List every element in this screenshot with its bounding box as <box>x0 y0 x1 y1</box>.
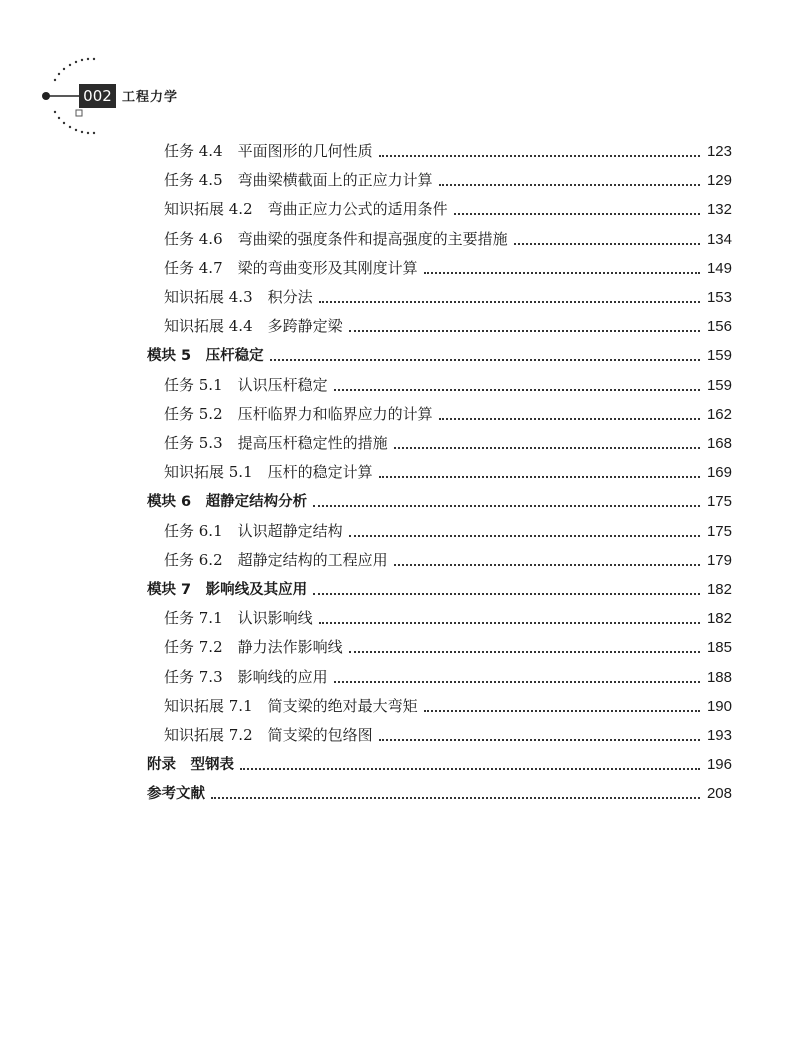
toc-page-number: 188 <box>706 668 732 686</box>
dot-leader <box>334 388 700 391</box>
toc-page-number: 149 <box>706 259 732 277</box>
toc-page-number: 123 <box>706 143 732 160</box>
dot-leader <box>240 767 700 770</box>
toc-page-number: 168 <box>706 435 732 452</box>
toc-page-number: 208 <box>706 785 732 803</box>
dot-leader <box>270 358 700 361</box>
toc-page-number: 179 <box>706 551 732 569</box>
dot-leader <box>379 154 700 157</box>
toc-entry-row[interactable] <box>164 312 732 341</box>
toc-entry-title: 任务 5.2 压杆临界力和临界应力的计算 <box>164 404 433 423</box>
toc-module-row[interactable] <box>147 341 732 370</box>
dot-leader <box>379 475 700 478</box>
toc-entry-title: 模块 7 影响线及其应用 <box>147 582 308 598</box>
toc-entry-row[interactable] <box>164 166 732 195</box>
toc-entry-row[interactable] <box>164 517 732 546</box>
toc-page-number: 159 <box>706 376 732 394</box>
dot-leader <box>319 300 700 303</box>
toc-page-number: 159 <box>706 347 732 365</box>
dot-leader <box>424 709 700 712</box>
toc-entry-row[interactable] <box>164 283 732 312</box>
toc-page-number: 169 <box>706 464 732 482</box>
toc-entry-title: 附录 型钢表 <box>147 757 234 774</box>
toc-entry-title: 模块 6 超静定结构分析 <box>147 494 308 511</box>
toc-entry-title: 任务 4.5 弯曲梁横截面上的正应力计算 <box>164 171 433 190</box>
page-number: 002 <box>79 84 116 108</box>
toc-page-number: 185 <box>706 639 732 657</box>
toc-entry-title: 任务 4.4 平面图形的几何性质 <box>164 142 373 160</box>
toc-entry-title: 知识拓展 4.4 多跨静定梁 <box>164 317 343 336</box>
toc-page-number: 196 <box>706 756 732 774</box>
dot-leader <box>349 650 700 653</box>
toc-entry-title: 参考文献 <box>147 786 205 803</box>
toc-entry-title: 模块 5 压杆稳定 <box>147 348 264 365</box>
toc-page-number: 175 <box>706 522 732 540</box>
toc-page-number: 182 <box>706 610 732 628</box>
dot-leader <box>394 563 700 566</box>
toc-entry-title: 任务 5.1 认识压杆稳定 <box>164 375 328 394</box>
dot-leader <box>514 242 700 245</box>
toc-entry-title: 任务 4.7 梁的弯曲变形及其刚度计算 <box>164 258 418 277</box>
toc-entry-title: 知识拓展 7.1 简支梁的绝对最大弯矩 <box>164 696 418 715</box>
toc-entry-row[interactable] <box>164 633 732 662</box>
dot-leader <box>454 212 700 215</box>
toc-page-number: 175 <box>706 493 732 511</box>
toc-page-number: 193 <box>706 727 732 744</box>
toc-entry-title: 知识拓展 4.2 弯曲正应力公式的适用条件 <box>164 200 448 219</box>
toc-entry-row[interactable] <box>164 663 732 692</box>
page-header <box>0 0 790 140</box>
toc-entry-row[interactable] <box>164 721 732 750</box>
toc-entry-row[interactable] <box>164 458 732 487</box>
dot-leader <box>424 271 700 274</box>
toc-entry-title: 知识拓展 7.2 简支梁的包络图 <box>164 726 373 744</box>
toc-page-number: 156 <box>706 318 732 336</box>
dot-leader <box>439 183 700 186</box>
book-title: 工程力学 <box>122 90 179 105</box>
dot-leader <box>379 738 700 741</box>
toc-entry-title: 任务 6.1 认识超静定结构 <box>164 521 343 540</box>
toc-entry-title: 知识拓展 4.3 积分法 <box>164 288 313 306</box>
toc-entry-row[interactable] <box>164 604 732 633</box>
toc-entry-title: 任务 6.2 超静定结构的工程应用 <box>164 550 388 569</box>
toc-entry-title: 任务 7.3 影响线的应用 <box>164 667 328 686</box>
toc-entry-title: 知识拓展 5.1 压杆的稳定计算 <box>164 463 373 482</box>
toc-module-row[interactable] <box>147 750 732 779</box>
toc-entry-row[interactable] <box>164 429 732 458</box>
toc-page-number: 162 <box>706 405 732 423</box>
toc-entry-row[interactable] <box>164 137 732 166</box>
toc-entry-title: 任务 7.1 认识影响线 <box>164 609 313 628</box>
toc-entry-title: 任务 7.2 静力法作影响线 <box>164 638 343 657</box>
toc-page-number: 129 <box>706 172 732 190</box>
toc-page-number: 132 <box>706 201 732 219</box>
decorative-dotted-arc-icon <box>0 0 140 140</box>
toc-module-row[interactable] <box>147 575 732 604</box>
toc-page-number: 134 <box>706 230 732 248</box>
dot-leader <box>349 329 700 332</box>
toc-entry-row[interactable] <box>164 400 732 429</box>
dot-leader <box>439 417 700 420</box>
toc-entry-row[interactable] <box>164 254 732 283</box>
dot-leader <box>211 796 700 799</box>
dot-leader <box>319 621 700 624</box>
toc-entry-row[interactable] <box>164 225 732 254</box>
toc-module-row[interactable] <box>147 487 732 516</box>
toc-entry-title: 任务 4.6 弯曲梁的强度条件和提高强度的主要措施 <box>164 229 508 248</box>
toc-entry-row[interactable] <box>164 546 732 575</box>
dot-leader <box>334 680 700 683</box>
toc-page-number: 153 <box>706 289 732 306</box>
toc-entry-row[interactable] <box>164 692 732 721</box>
toc-entry-title: 任务 5.3 提高压杆稳定性的措施 <box>164 434 388 452</box>
dot-leader <box>349 534 700 537</box>
toc-module-row[interactable] <box>147 779 732 808</box>
dot-leader <box>313 504 700 507</box>
toc-page-number: 182 <box>706 581 732 598</box>
toc-entry-row[interactable] <box>164 195 732 224</box>
dot-leader <box>394 446 700 449</box>
toc-entry-row[interactable] <box>164 371 732 400</box>
dot-leader <box>313 592 700 595</box>
toc-page-number: 190 <box>706 697 732 715</box>
